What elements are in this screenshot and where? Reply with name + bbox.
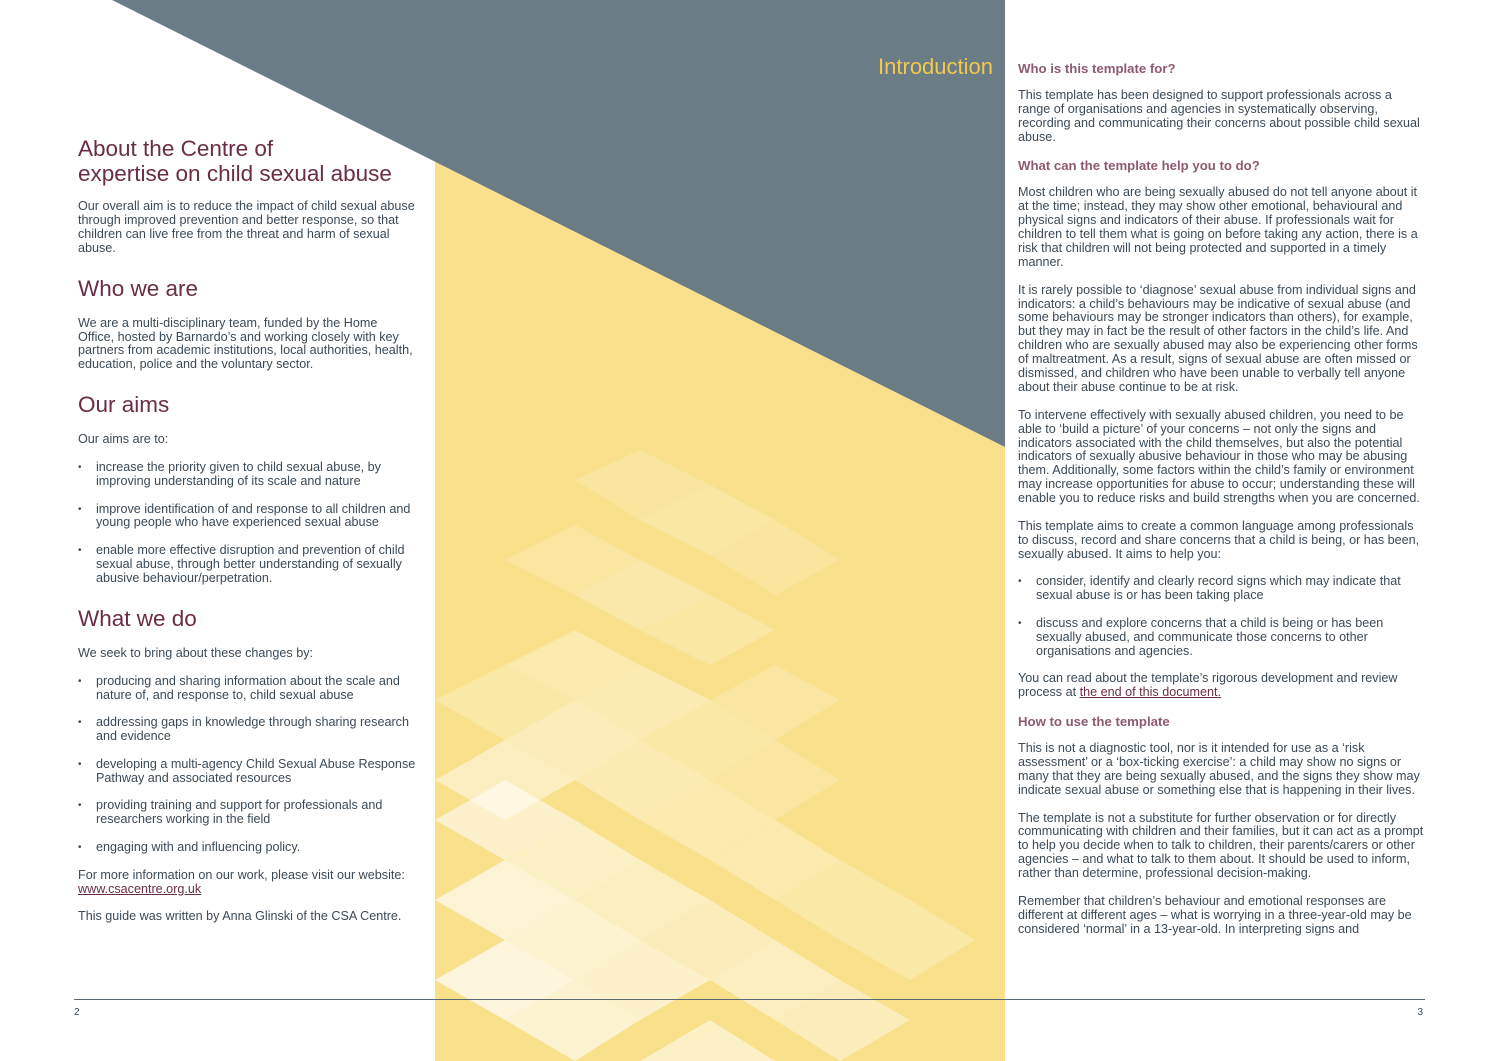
do-list bbox=[78, 675, 416, 855]
paragraph: The template is not a substitute for further observation or for directly communicating with children and their families, but it can act as a prompt to help you decide when to talk to children, their parents/carers or other agencies – and what to talk to them about. It should be used to inform, rather than determine, professional decision-making. bbox=[1018, 810, 1424, 881]
paragraph: Most children who are being sexually abused do not tell anyone about it at the time; instead, they may show other emotional, behavioural and physical signs and indicators of their abuse. If professionals wait for children to tell them what is going on before taking any action, there is a risk that children will not being protected and supported in a timely manner. bbox=[1018, 185, 1418, 269]
paragraph: This is not a diagnostic tool, nor is it intended for use as a ‘risk assessment’ or a ‘box-ticking exercise’: a child may show no signs or many that they are being sexually abused, and the signs they show may indicate sexual abuse or something else that is happening in their lives. bbox=[1018, 741, 1420, 797]
paragraph: This template aims to create a common language among professionals to discuss, record and share concerns that a child is being, or has been, sexually abused. It aims to help you: bbox=[1018, 518, 1420, 561]
list-item: • developing a multi-agency Child Sexual Abuse Response Pathway and associated resources bbox=[78, 758, 416, 786]
who-we-are-heading: Who we are bbox=[78, 275, 199, 301]
paragraph bbox=[1018, 672, 1424, 700]
page-number-right: 3 bbox=[1417, 1007, 1423, 1018]
who-is-template-for-heading: Who is this template for? bbox=[1018, 61, 1176, 76]
more-info-text bbox=[78, 869, 416, 897]
page-title bbox=[78, 136, 416, 186]
list-item: • engaging with and influencing policy. bbox=[78, 841, 416, 855]
list-item: • enable more effective disruption and prevention of child sexual abuse, through better understanding of sexually abusive behaviour/perpetration. bbox=[78, 544, 416, 586]
paragraph: It is rarely possible to ‘diagnose’ sexual abuse from individual signs and indicators: a child’s behaviours may be indicative of sexual abuse (and some behaviours may be stronger indicators than others), for example, but they may in fact be the result of other factors in the child’s life. And children who are sexually abused may also be experiencing other forms of maltreatment. As a result, signs of sexual abuse are often missed or dismissed, and children who have been unable to verbally tell anyone about their abuse continue to be at risk. bbox=[1018, 282, 1418, 394]
list-item: • providing training and support for professionals and researchers working in the field bbox=[78, 799, 416, 827]
do-intro: We seek to bring about these changes by: bbox=[78, 645, 314, 660]
overall-aim-text: Our overall aim is to reduce the impact of child sexual abuse through improved prevention and better response, so that children can live free from the threat and harm of sexual abuse. bbox=[78, 199, 415, 255]
list-item: • improve identification of and response to all children and young people who have experienced sexual abuse bbox=[78, 503, 416, 531]
development-text: You can read about the template’s rigorous development and review process at bbox=[1018, 671, 1398, 700]
right-column bbox=[1018, 61, 1424, 950]
list-item: • increase the priority given to child sexual abuse, by improving understanding of its scale and nature bbox=[78, 461, 416, 489]
paragraph: This template has been designed to support professionals across a range of organisations and agencies in systematically observing, recording and communicating their concerns about possible child sexual abuse. bbox=[1018, 88, 1420, 144]
list-item: • addressing gaps in knowledge through sharing research and evidence bbox=[78, 716, 416, 744]
list-item: • producing and sharing information about the scale and nature of, and response to, child sexual abuse bbox=[78, 675, 416, 703]
who-we-are-text: We are a multi-disciplinary team, funded by the Home Office, hosted by Barnardo’s and working closely with key partners from academic institutions, local authorities, health, education, police and the voluntary sector. bbox=[78, 315, 413, 372]
what-we-do-heading: What we do bbox=[78, 605, 197, 631]
aims-list bbox=[78, 461, 416, 586]
paragraph: Remember that children’s behaviour and emotional responses are different at different ages – what is worrying in a three-year-old may be considered ‘normal’ in a 13-year-old. In interpreting signs and bbox=[1018, 893, 1412, 936]
help-list bbox=[1018, 575, 1424, 658]
what-can-template-help-heading: What can the template help you to do? bbox=[1018, 158, 1260, 174]
website-link[interactable]: www.csacentre.org.uk bbox=[78, 881, 202, 896]
aims-intro: Our aims are to: bbox=[78, 432, 169, 447]
footer-rule bbox=[74, 999, 1425, 1000]
list-item: • discuss and explore concerns that a child is being or has been sexually abused, and communicate those concerns to other organisations and agencies. bbox=[1018, 617, 1424, 659]
more-info-label: For more information on our work, please visit our website: bbox=[78, 867, 405, 882]
page-number-left: 2 bbox=[74, 1007, 80, 1018]
title-line-1: About the Centre of bbox=[78, 136, 274, 161]
left-column bbox=[78, 136, 416, 938]
written-by-text: This guide was written by Anna Glinski of the CSA Centre. bbox=[78, 909, 402, 924]
paragraph: To intervene effectively with sexually abused children, you need to be able to ‘build a picture’ of your concerns – not only the signs and indicators associated with the child themselves, but also the potential indicators of sexually abusive behaviour in those who may be abusing them. Additionally, some factors within the child’s family or environment may increase opportunities for abuse to occur; understanding these will enable you to reduce risks and build strengths when you are concerned. bbox=[1018, 407, 1420, 506]
our-aims-heading: Our aims bbox=[78, 392, 170, 418]
end-of-document-link[interactable]: the end of this document. bbox=[1079, 685, 1222, 700]
title-line-2: expertise on child sexual abuse bbox=[78, 161, 392, 186]
intro-heading: Introduction bbox=[878, 54, 993, 79]
how-to-use-heading: How to use the template bbox=[1018, 714, 1170, 730]
list-item: • consider, identify and clearly record signs which may indicate that sexual abuse is or has been taking place bbox=[1018, 575, 1424, 603]
